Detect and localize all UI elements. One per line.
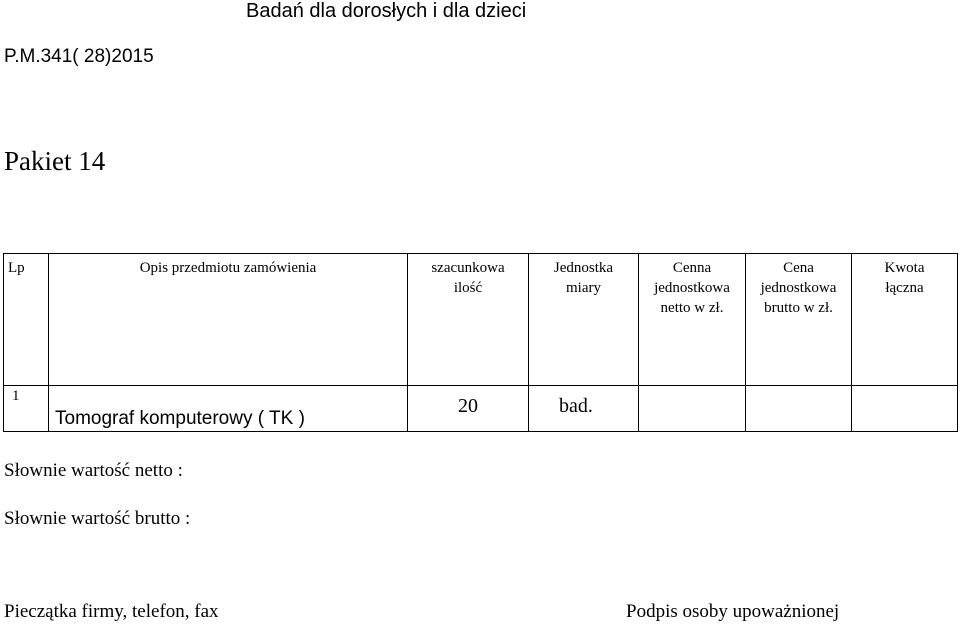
row-lp: 1 — [4, 386, 49, 432]
table-header-row — [4, 254, 958, 386]
row-unit: bad. — [529, 386, 639, 432]
header-unit: Jednostka miary — [529, 254, 639, 386]
header-total: Kwota łączna — [852, 254, 958, 386]
row-net-price — [639, 386, 746, 432]
words-gross-label: Słownie wartość brutto : — [4, 508, 191, 529]
header-quantity: szacunkowa ilość — [408, 254, 529, 386]
header-lp: Lp — [4, 254, 49, 386]
header-gross-price: Cena jednostkowa brutto w zł. — [746, 254, 852, 386]
table-row — [4, 386, 958, 432]
row-quantity: 20 — [408, 386, 529, 432]
words-net-label: Słownie wartość netto : — [4, 460, 183, 481]
row-gross-price — [746, 386, 852, 432]
document-subtitle: Badań dla dorosłych i dla dzieci — [246, 0, 527, 22]
order-table — [3, 253, 958, 432]
reference-number: P.M.341( 28)2015 — [4, 46, 154, 67]
header-net-price: Cenna jednostkowa netto w zł. — [639, 254, 746, 386]
header-description: Opis przedmiotu zamówienia — [49, 254, 408, 386]
company-stamp-label: Pieczątka firmy, telefon, fax — [4, 601, 219, 622]
signature-label: Podpis osoby upoważnionej — [626, 601, 840, 622]
row-description: Tomograf komputerowy ( TK ) — [49, 386, 408, 432]
row-total — [852, 386, 958, 432]
package-title: Pakiet 14 — [4, 146, 106, 176]
